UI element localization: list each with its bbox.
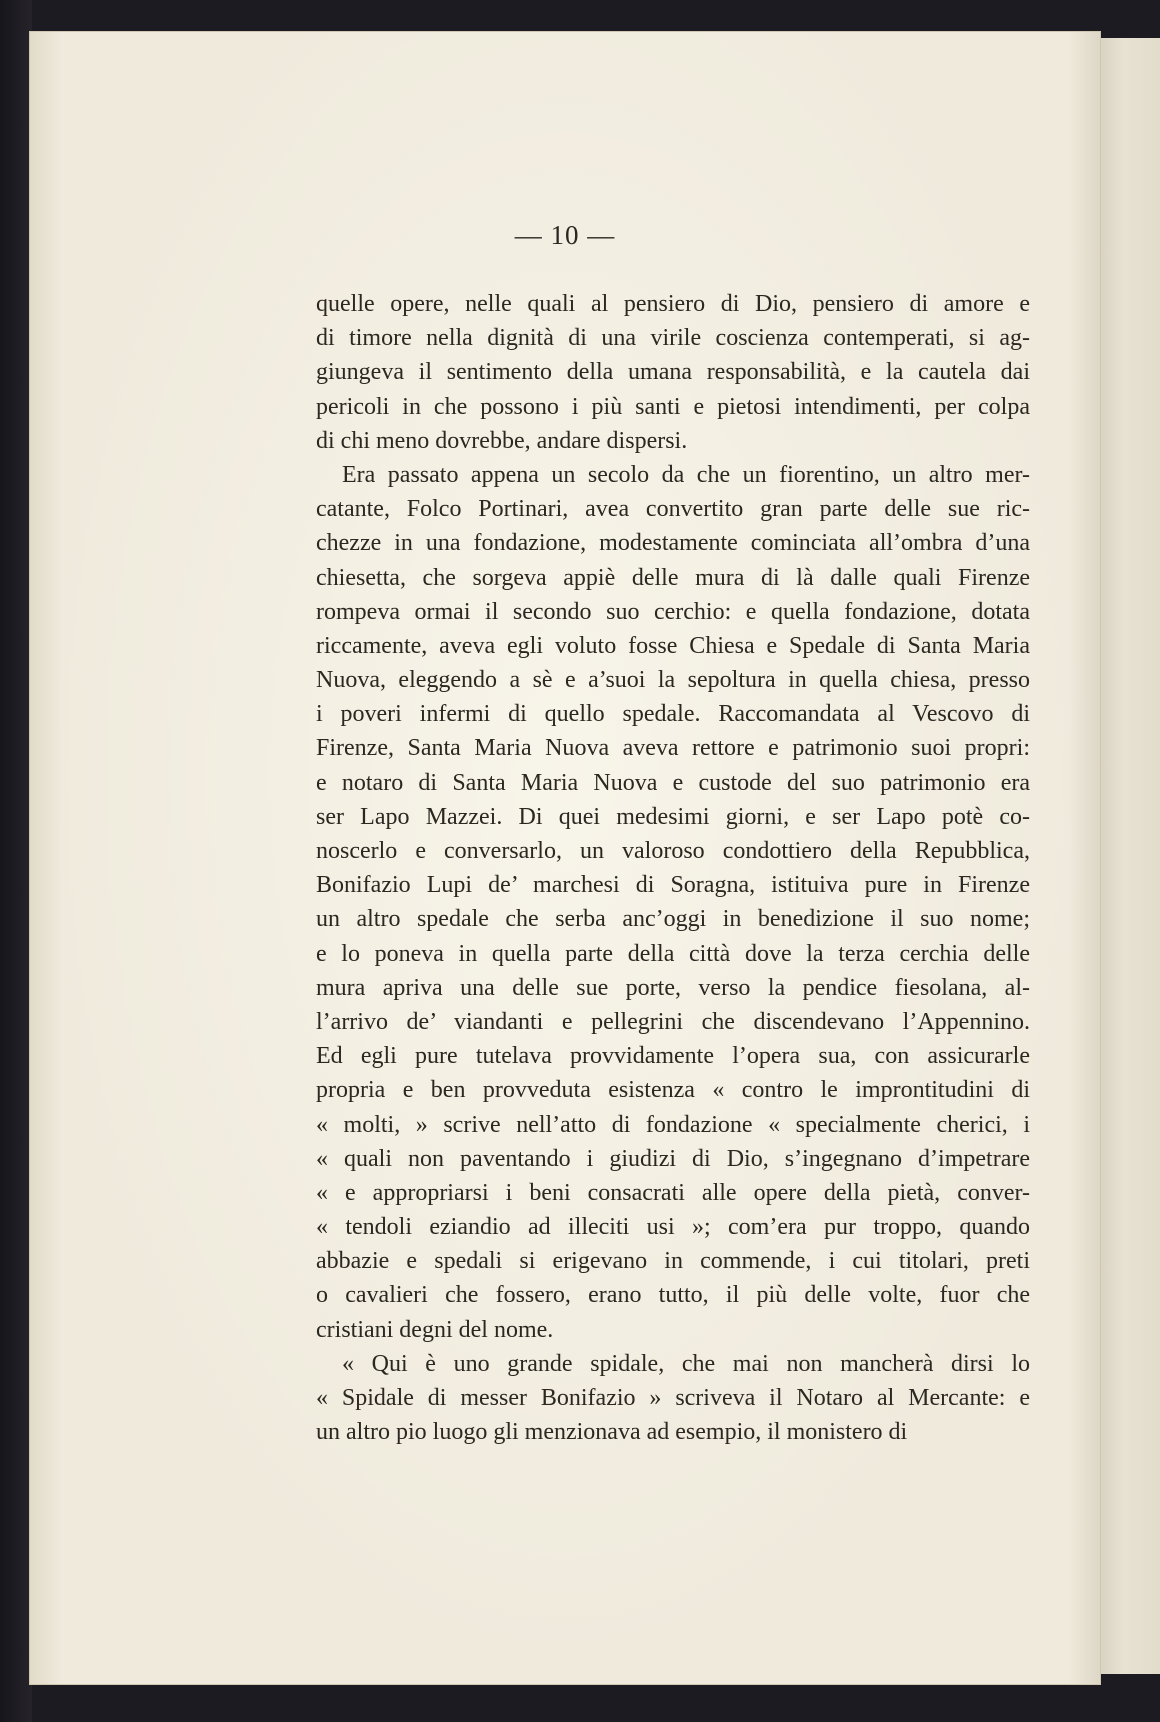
text-line: catante, Folco Portinari, avea convertito gran parte delle sue ric- — [316, 496, 1030, 523]
text-line: l’arrivo de’ viandanti e pellegrini che discendevano l’Appennino. — [316, 1008, 1030, 1035]
text-line: e notaro di Santa Maria Nuova e custode del suo patrimonio era — [316, 769, 1030, 796]
text-line: di chi meno dovrebbe, andare dispersi. — [316, 427, 688, 454]
text-line: Era passato appena un secolo da che un fiorentino, un altro mer- — [342, 461, 1030, 488]
text-line: « quali non paventando i giudizi di Dio, s’ingegnano d’impetrare — [316, 1145, 1030, 1172]
text-line: un altro spedale che serba anc’oggi in benedizione il suo nome; — [316, 906, 1030, 933]
text-line: i poveri infermi di quello spedale. Raccomandata al Vescovo di — [316, 701, 1030, 728]
text-line: noscerlo e conversarlo, un valoroso condottiero della Repubblica, — [316, 838, 1030, 864]
text-line: chiesetta, che sorgeva appiè delle mura di là dalle quali Firenze — [316, 564, 1030, 591]
text-line: giungeva il sentimento della umana responsabilità, e la cautela dai — [316, 359, 1030, 386]
paragraph — [316, 458, 1030, 1347]
text-line: « e appropriarsi i beni consacrati alle opere della pietà, conver- — [316, 1179, 1030, 1206]
text-line: « Spidale di messer Bonifazio » scriveva il Notaro al Mercante: e — [316, 1385, 1030, 1411]
text-line: ser Lapo Mazzei. Di quei medesimi giorni, e ser Lapo potè co- — [316, 803, 1030, 830]
text-line: di timore nella dignità di una virile coscienza contemperati, si ag- — [316, 325, 1030, 352]
text-line: Ed egli pure tutelava provvidamente l’opera sua, con assicurarle — [316, 1043, 1030, 1070]
text-line: propria e ben provveduta esistenza « contro le improntitudini di — [316, 1077, 1030, 1104]
text-line: rompeva ormai il secondo suo cerchio: e quella fondazione, dotata — [316, 598, 1030, 625]
text-line: Bonifazio Lupi de’ marchesi di Soragna, istituiva pure in Firenze — [316, 872, 1030, 899]
text-line: « molti, » scrive nell’atto di fondazione « specialmente cherici, i — [316, 1111, 1030, 1138]
text-line: « tendoli eziandio ad illeciti usi »; com’era pur troppo, quando — [316, 1214, 1030, 1241]
next-page-edge — [1098, 38, 1160, 1674]
text-line: mura apriva una delle sue porte, verso la pendice fiesolana, al- — [316, 974, 1030, 1001]
text-line: Firenze, Santa Maria Nuova aveva rettore e patrimonio suoi propri: — [316, 735, 1030, 762]
text-line: riccamente, aveva egli voluto fosse Chiesa e Spedale di Santa Maria — [316, 632, 1030, 659]
text-line: chezze in una fondazione, modestamente cominciata all’ombra d’una — [316, 530, 1030, 557]
text-line: o cavalieri che fossero, erano tutto, il più delle volte, fuor che — [316, 1282, 1030, 1309]
text-line: quelle opere, nelle quali al pensiero di Dio, pensiero di amore e — [316, 291, 1030, 317]
body-text — [316, 287, 1030, 1449]
page-number: — 10 — — [514, 220, 616, 250]
book-page — [30, 32, 1100, 1684]
book-gutter-shadow — [0, 0, 32, 1722]
paragraph — [316, 1347, 1030, 1450]
text-line: un altro pio luogo gli menzionava ad esempio, il monistero di — [316, 1419, 908, 1446]
text-line: e lo poneva in quella parte della città dove la terza cerchia delle — [316, 940, 1030, 967]
text-line: Nuova, eleggendo a sè e a’suoi la sepoltura in quella chiesa, presso — [316, 667, 1030, 694]
text-line: « Qui è uno grande spidale, che mai non mancherà dirsi lo — [342, 1350, 1030, 1377]
paragraph — [316, 287, 1030, 458]
text-line: pericoli in che possono i più santi e pietosi intendimenti, per colpa — [316, 393, 1030, 420]
text-line: cristiani degni del nome. — [316, 1316, 554, 1343]
text-line: abbazie e spedali si erigevano in commende, i cui titolari, preti — [316, 1248, 1030, 1275]
